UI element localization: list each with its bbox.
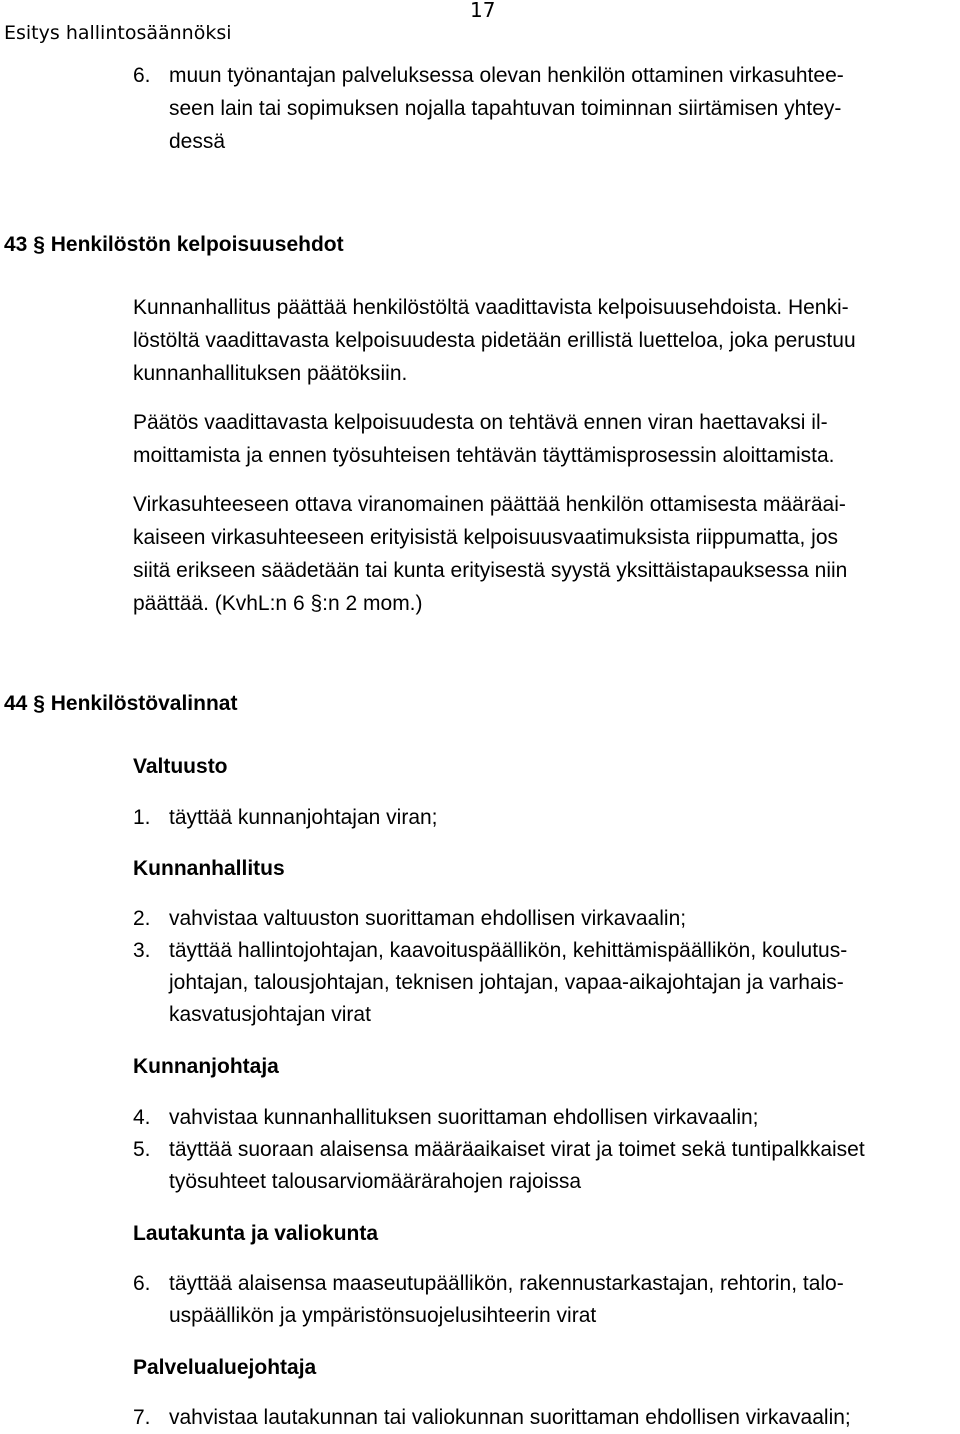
paragraph-line: kaiseen virkasuhteeseen erityisistä kelpoisuusvaatimuksista riippumatta, jos (133, 526, 838, 549)
list-number: 2. (133, 907, 151, 930)
list-item-line: täyttää suoraan alaisensa määräaikaiset virat ja toimet sekä tuntipalkkaiset (169, 1138, 865, 1161)
list-item-line: muun työnantajan palveluksessa olevan henkilön ottaminen virkasuhtee- (169, 64, 844, 87)
header-title: Esitys hallintosäännöksi (4, 22, 232, 44)
list-number: 6. (133, 1272, 151, 1295)
section-number: 43 (4, 233, 28, 256)
section-sign: § (310, 592, 323, 615)
section-sign: § (33, 233, 45, 256)
section-title: Henkilöstövalinnat (50, 692, 238, 715)
section-heading-43 (4, 229, 344, 261)
page-number: 17 (470, 0, 496, 22)
list-item-line: täyttää kunnanjohtajan viran; (169, 806, 438, 829)
paragraph-line: siitä erikseen säädetään tai kunta erityisestä syystä yksittäistapauksessa niin (133, 559, 848, 582)
list-item-line: kasvatusjohtajan virat (169, 1003, 371, 1026)
paragraph-line: löstöltä vaadittavasta kelpoisuudesta pidetään erillistä luetteloa, joka perustuu (133, 329, 856, 352)
list-number: 7. (133, 1406, 151, 1429)
list-item-line: täyttää hallintojohtajan, kaavoituspäällikön, kehittämispäällikön, koulutus- (169, 939, 848, 962)
subheading-lautakunta: Lautakunta ja valiokunta (133, 1222, 379, 1245)
list-item-line: vahvistaa kunnanhallituksen suorittaman ehdollisen virkavaalin; (169, 1106, 759, 1129)
section-number: 44 (4, 692, 28, 715)
list-item-line: vahvistaa lautakunnan tai valiokunnan suorittaman ehdollisen virkavaalin; (169, 1406, 851, 1429)
subheading-kunnanjohtaja: Kunnanjohtaja (133, 1055, 279, 1078)
list-item-line: seen lain tai sopimuksen nojalla tapahtuvan toiminnan siirtämisen yhtey- (169, 97, 842, 120)
paragraph-text: :n 2 mom.) (322, 592, 423, 615)
paragraph-line: Päätös vaadittavasta kelpoisuudesta on tehtävä ennen viran haettavaksi il- (133, 411, 828, 434)
section-sign: § (33, 692, 45, 715)
list-item-line: vahvistaa valtuuston suorittaman ehdollisen virkavaalin; (169, 907, 687, 930)
section-title: Henkilöstön kelpoisuusehdot (50, 233, 344, 256)
list-item-line: uspäällikön ja ympäristönsuojelusihteerin virat (169, 1304, 597, 1327)
list-item-line: dessä (169, 130, 226, 153)
list-number: 6. (133, 64, 151, 87)
list-item-line: johtajan, talousjohtajan, teknisen johtajan, vapaa-aikajohtajan ja varhais- (169, 971, 844, 994)
subheading-kunnanhallitus: Kunnanhallitus (133, 857, 285, 880)
paragraph-line (133, 588, 423, 620)
list-item-line: täyttää alaisensa maaseutupäällikön, rakennustarkastajan, rehtorin, talo- (169, 1272, 844, 1295)
paragraph-line: Kunnanhallitus päättää henkilöstöltä vaadittavista kelpoisuusehdoista. Henki- (133, 296, 849, 319)
list-number: 1. (133, 806, 151, 829)
subheading-palvelualuejohtaja: Palvelualuejohtaja (133, 1356, 317, 1379)
list-number: 3. (133, 939, 151, 962)
section-heading-44 (4, 688, 237, 720)
list-number: 5. (133, 1138, 151, 1161)
paragraph-line: Virkasuhteeseen ottava viranomainen päättää henkilön ottamisesta määräai- (133, 493, 846, 516)
paragraph-line: moittamista ja ennen työsuhteisen tehtävän täyttämisprosessin aloittamista. (133, 444, 835, 467)
paragraph-line: kunnanhallituksen päätöksiin. (133, 362, 408, 385)
paragraph-text: päättää. (KvhL:n 6 (133, 592, 305, 615)
list-number: 4. (133, 1106, 151, 1129)
subheading-valtuusto: Valtuusto (133, 755, 228, 778)
list-item-line: työsuhteet talousarviomäärärahojen rajoissa (169, 1170, 582, 1193)
